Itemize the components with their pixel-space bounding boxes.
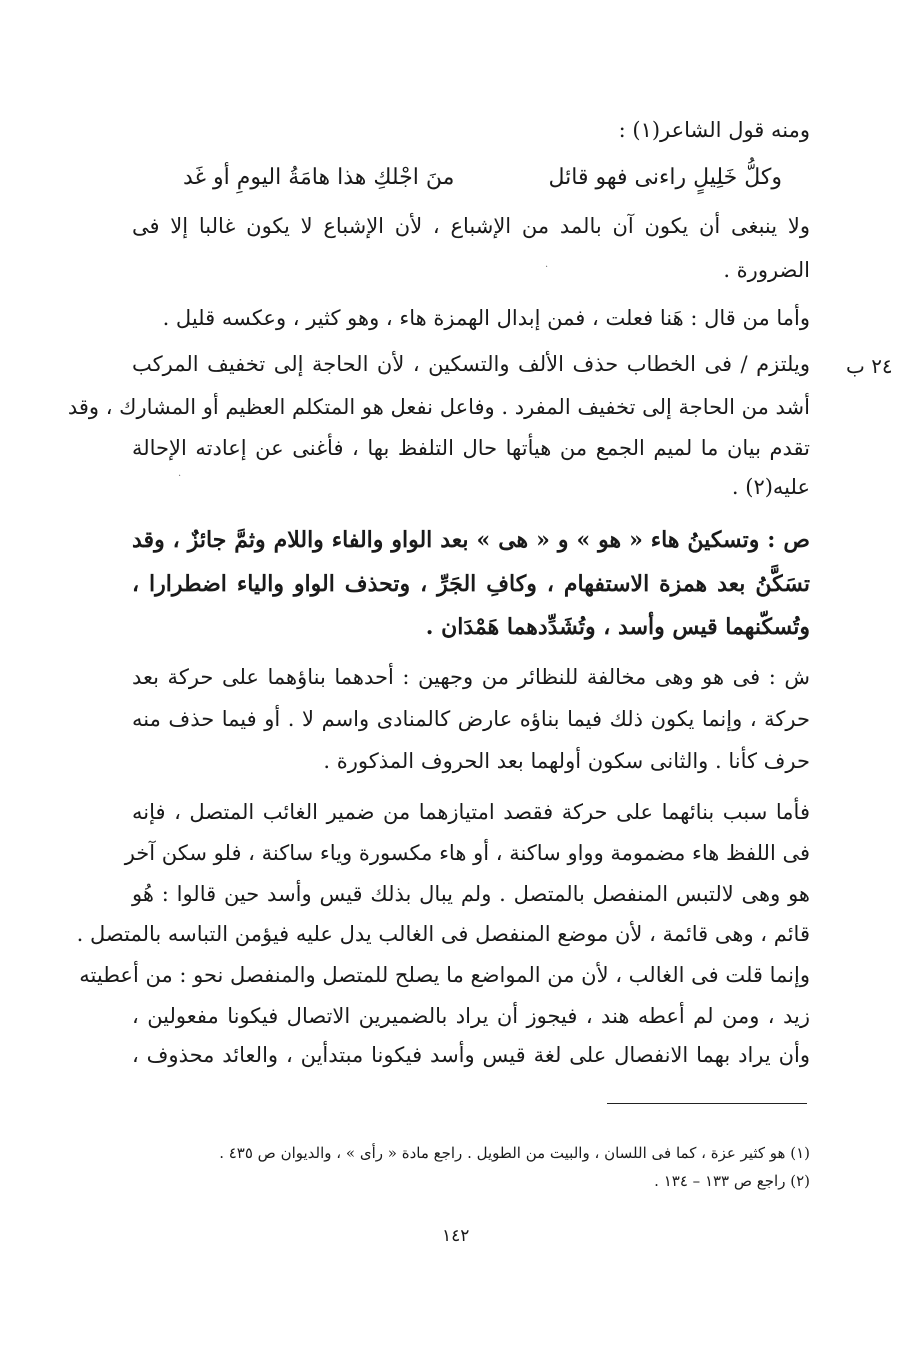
matn-line: تسَكَّنُ بعد همزة الاستفهام ، وكافِ الجَرِّ ، وتحذف الواو والياء اضطرارا ، [132, 571, 810, 597]
intro-line: ومنه قول الشاعر(١) : [618, 118, 810, 142]
speck-mark: · [178, 471, 182, 482]
footnote-2: (٢) راجع ص ١٣٣ – ١٣٤ . [654, 1172, 810, 1190]
matn-line: ص : وتسكينُ هاء « هو » و « هى » بعد الواو والفاء واللام وثمَّ جائزٌ ، وقد [132, 527, 810, 553]
paragraph-line: ويلتزم / فى الخطاب حذف الألف والتسكين ، لأن الحاجة إلى تخفيف المركب [132, 352, 810, 376]
footnote-separator [607, 1103, 807, 1104]
matn-line: وتُسكّنهما قيس وأسد ، وتُشَدِّدهما هَمْدَان . [425, 614, 810, 640]
footnote-1: (١) هو كثير عزة ، كما فى اللسان ، والبيت من الطويل . راجع مادة « رأى » ، والديوان ص ٤٣٥ . [219, 1144, 810, 1162]
speck-mark: · [545, 262, 549, 273]
commentary-line: زيد ، ومن لم أعطه هند ، فيجوز أن يراد بالضميرين الاتصال فيكونا مفعولين ، [132, 1004, 810, 1028]
paragraph-line: ولا ينبغى أن يكون آن بالمد من الإشباع ، لأن الإشباع لا يكون غالبا إلا فى [132, 214, 810, 238]
commentary-line: ش : فى هو وهى مخالفة للنظائر من وجهين : أحدهما بناؤهما على حركة بعد [132, 665, 810, 689]
commentary-line: قائم ، وهى قائمة ، لأن موضع المنفصل فى الغالب يدل عليه فيؤمن التباسه بالمتصل . [76, 922, 810, 946]
commentary-line: حركة ، وإنما يكون ذلك فيما بناؤه عارض كالمنادى واسم لا . أو فيما حذف منه [132, 707, 810, 731]
commentary-line: هو وهى لالتبس المنفصل بالمتصل . ولم يبال بذلك قيس وأسد حين قالوا : هُو [132, 882, 810, 906]
commentary-line: وأن يراد بهما الانفصال على لغة قيس وأسد فيكونا مبتدأين ، والعائد محذوف ، [132, 1043, 810, 1067]
commentary-line: حرف كأنا . والثانى سكون أولهما بعد الحروف المذكورة . [323, 749, 810, 773]
margin-folio-note: ٢٤ ب [846, 354, 893, 378]
verse-second-hemistich: منَ اجْلكِ هذا هامَةُ اليومِ أو غَد [183, 165, 455, 190]
page-number: ١٤٢ [442, 1226, 470, 1246]
commentary-line: فى اللفظ هاء مضمومة وواو ساكنة ، أو هاء مكسورة وياء ساكنة ، فلو سكن آخر [124, 841, 810, 865]
paragraph-line: عليه(٢) . [731, 475, 810, 499]
verse-first-hemistich: وكلُّ خَلِيلٍ راءنى فهو قائل [548, 165, 782, 190]
paragraph-line: وأما من قال : هَنا فعلت ، فمن إبدال الهمزة هاء ، وهو كثير ، وعكسه قليل . [162, 306, 810, 330]
commentary-line: فأما سبب بنائهما على حركة فقصد امتيازهما من ضمير الغائب المتصل ، فإنه [132, 800, 810, 824]
paragraph-line: أشد من الحاجة إلى تخفيف المفرد . وفاعل نفعل هو المتكلم العظيم أو المشارك ، وقد [67, 395, 810, 419]
paragraph-line: الضرورة . [723, 258, 810, 282]
commentary-line: وإنما قلت فى الغالب ، لأن من المواضع ما يصلح للمتصل والمنفصل نحو : من أعطيته [79, 963, 810, 987]
paragraph-line: تقدم بيان ما لميم الجمع من هيأتها حال التلفظ بها ، فأغنى عن إعادته الإحالة [132, 436, 810, 460]
